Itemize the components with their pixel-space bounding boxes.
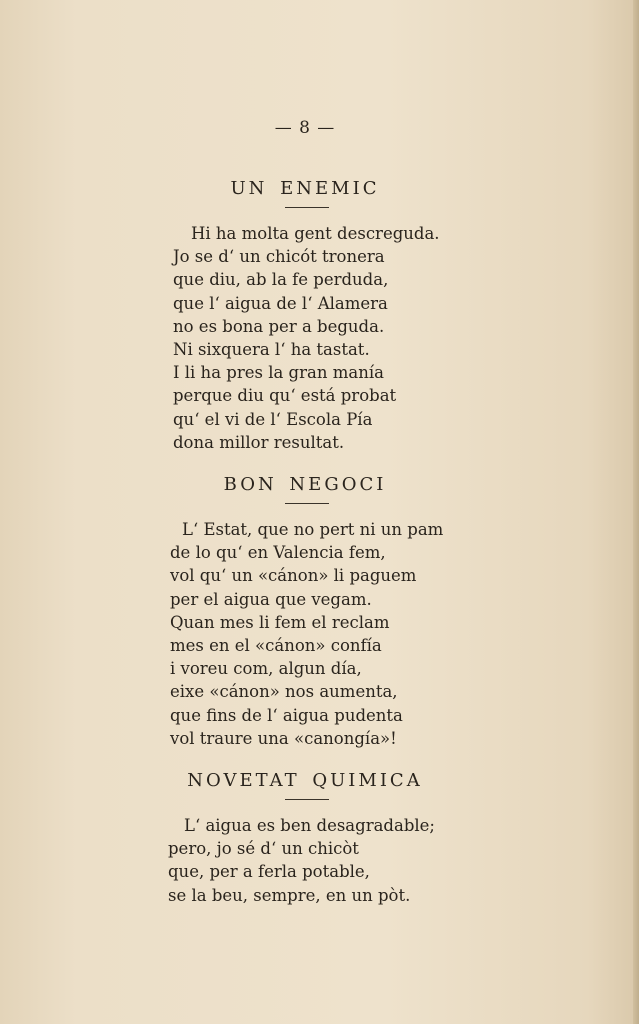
title-divider: [285, 503, 329, 504]
section-title-bon-negoci: BON NEGOCI: [223, 474, 387, 495]
section-title-novetat-quimica: NOVETAT QUIMICA: [187, 770, 423, 791]
verse-line: perque diu qu‘ está probat: [173, 386, 397, 406]
poem-novetat-quimica: [0, 814, 435, 907]
verse-line: dona millor resultat.: [173, 432, 345, 452]
title-divider: [285, 207, 329, 208]
verse-line: no es bona per a beguda.: [173, 316, 385, 336]
verse-line: se la beu, sempre, en un pòt.: [168, 885, 411, 905]
page-number: — 8 —: [274, 118, 336, 138]
verse-line: pero, jo sé d‘ un chicòt: [168, 839, 359, 859]
verse-line: I li ha pres la gran manía: [173, 363, 384, 383]
verse-line: que, per a ferla potable,: [168, 862, 370, 882]
verse-line: Jo se d‘ un chicót tronera: [173, 247, 385, 267]
poem-bon-negoci: [0, 518, 443, 750]
verse-line: i voreu com, algun día,: [170, 659, 362, 679]
poem-un-enemic: [0, 222, 440, 454]
verse-line: Quan mes li fem el reclam: [170, 612, 390, 632]
verse-line: que diu, ab la fe perduda,: [173, 270, 389, 290]
title-divider: [285, 799, 329, 800]
verse-line: que fins de l‘ aigua pudenta: [170, 705, 403, 725]
verse-line: vol traure una «canongía»!: [170, 728, 397, 748]
verse-line: vol qu‘ un «cánon» li paguem: [170, 566, 417, 586]
verse-line: Hi ha molta gent descreguda.: [191, 224, 440, 243]
verse-line: Ni sixquera l‘ ha tastat.: [173, 339, 370, 359]
verse-line: eixe «cánon» nos aumenta,: [170, 682, 398, 702]
verse-line: de lo qu‘ en Valencia fem,: [170, 543, 386, 563]
verse-line: qu‘ el vi de l‘ Escola Pía: [173, 409, 373, 429]
verse-line: L‘ aigua es ben desagradable;: [184, 816, 435, 835]
verse-line: mes en el «cánon» confía: [170, 635, 382, 655]
section-title-un-enemic: UN ENEMIC: [230, 178, 380, 199]
verse-line: L‘ Estat, que no pert ni un pam: [182, 520, 444, 539]
verse-line: que l‘ aigua de l‘ Alamera: [173, 293, 388, 313]
verse-line: per el aigua que vegam.: [170, 589, 372, 609]
